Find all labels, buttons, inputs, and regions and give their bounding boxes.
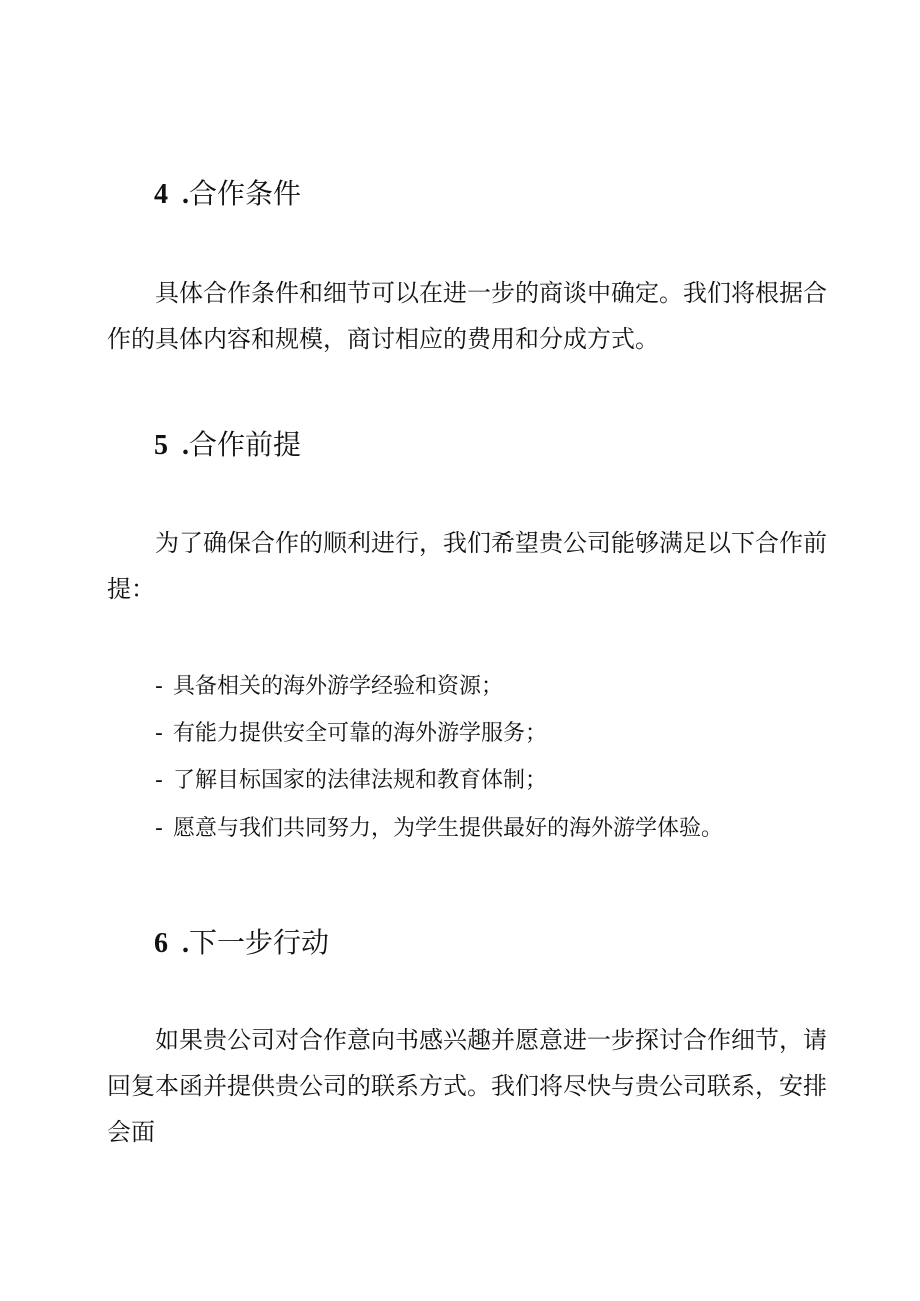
list-marker: -	[155, 674, 163, 699]
section-5-heading	[154, 427, 301, 464]
section-4-number: 4	[154, 179, 168, 210]
section-4-paragraph: 具体合作条件和细节可以在进一步的商谈中确定。我们将根据合作的具体内容和规模，商讨相应的费用和分成方式。	[107, 279, 827, 353]
section-4-heading	[154, 176, 301, 213]
section-6-heading	[154, 925, 329, 962]
list-item-text: 了解目标国家的法律法规和教育体制；	[172, 768, 547, 793]
section-4-title: 合作条件	[189, 177, 302, 210]
section-6-number: 6	[154, 928, 168, 959]
section-6-dot: .	[182, 928, 189, 959]
section-4-dot: .	[182, 179, 189, 210]
section-6-paragraph: 如果贵公司对合作意向书感兴趣并愿意进一步探讨合作细节，请回复本函并提供贵公司的联系方式。我们将尽快与贵公司联系，安排会面	[107, 1026, 827, 1146]
section-6-title: 下一步行动	[189, 926, 330, 959]
list-item	[155, 814, 723, 844]
section-5-number: 5	[154, 430, 168, 461]
list-marker: -	[155, 721, 163, 746]
list-item-text: 有能力提供安全可靠的海外游学服务；	[172, 721, 547, 746]
list-item-text: 具备相关的海外游学经验和资源；	[172, 674, 503, 699]
list-item	[155, 672, 503, 702]
list-marker: -	[155, 816, 163, 841]
list-item	[155, 719, 547, 749]
list-item	[155, 766, 547, 796]
list-marker: -	[155, 768, 163, 793]
list-item-text: 愿意与我们共同努力，为学生提供最好的海外游学体验。	[172, 816, 723, 841]
section-5-dot: .	[182, 430, 189, 461]
section-5-title: 合作前提	[189, 428, 302, 461]
section-5-paragraph: 为了确保合作的顺利进行，我们希望贵公司能够满足以下合作前提：	[107, 529, 827, 603]
